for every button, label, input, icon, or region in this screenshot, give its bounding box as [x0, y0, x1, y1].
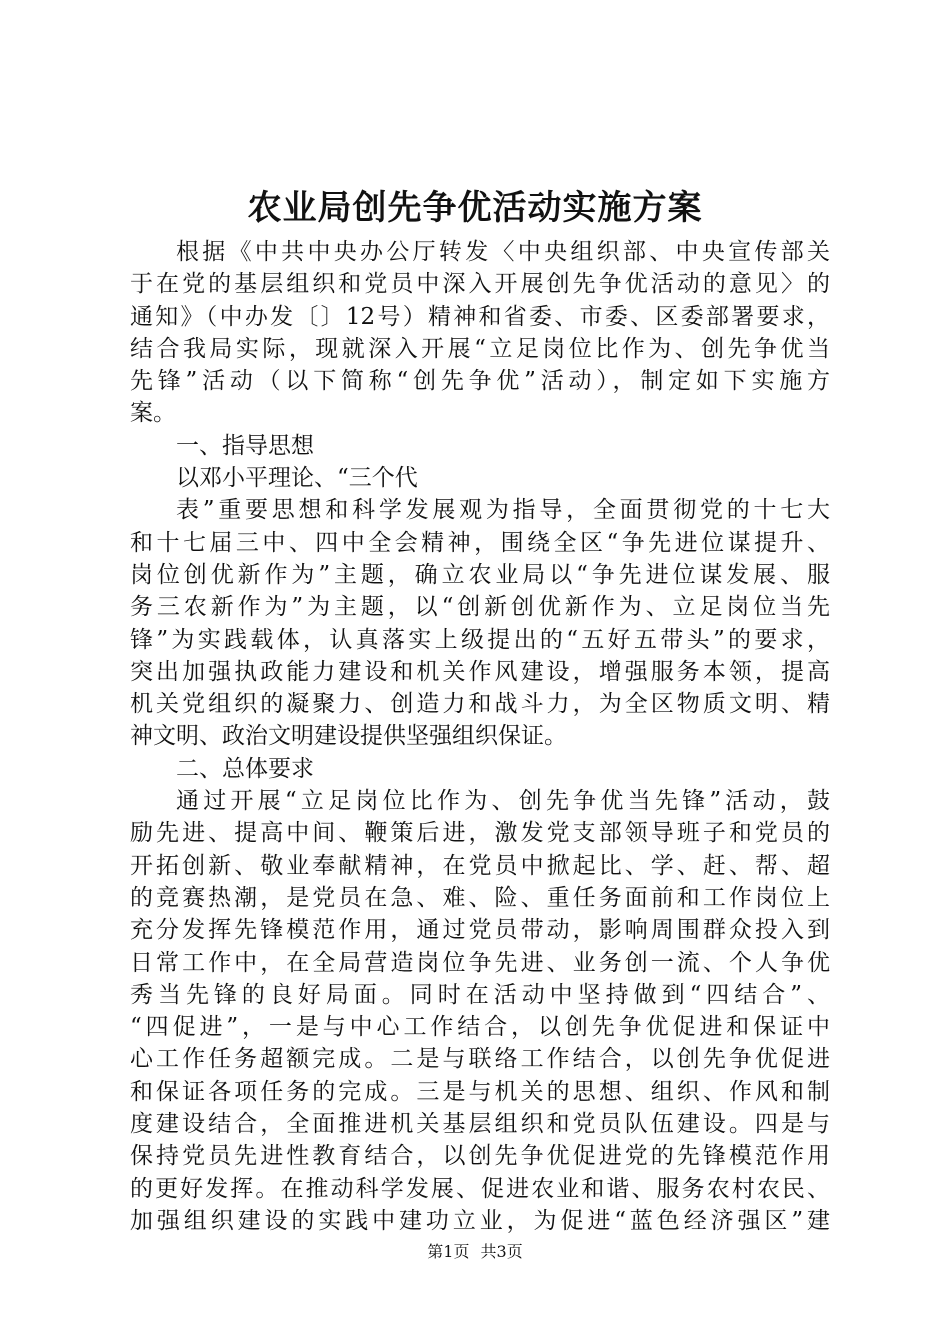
- section-heading: 二、总体要求: [176, 755, 314, 782]
- paragraph-line: 加强组织建设的实践中建功立业，为促进“蓝色经济强区”建: [130, 1207, 830, 1234]
- paragraph-line: 励先进、提高中间、鞭策后进，激发党支部领导班子和党员的: [130, 820, 830, 847]
- paragraph-line: 案。: [130, 400, 176, 427]
- paragraph-line: 通过开展“立足岗位比作为、创先争优当先锋”活动，鼓: [176, 788, 830, 815]
- paragraph-line: 根据《中共中央办公厅转发〈中央组织部、中央宣传部关: [176, 239, 830, 265]
- section-heading: 一、指导思想: [176, 432, 314, 459]
- page-number: 第1页: [427, 1242, 470, 1261]
- paragraph-line: 的竞赛热潮，是党员在急、难、险、重任务面前和工作岗位上: [130, 884, 830, 911]
- document-body: [130, 236, 830, 1237]
- paragraph-line: 开拓创新、敬业奉献精神，在党员中掀起比、学、赶、帮、超: [130, 852, 830, 879]
- paragraph-line: 务三农新作为”为主题，以“创新创优新作为、立足岗位当先: [130, 594, 830, 621]
- page-footer: [0, 1240, 950, 1264]
- paragraph-line: 表”重要思想和科学发展观为指导，全面贯彻党的十七大: [176, 497, 830, 524]
- paragraph-line: 以邓小平理论、“三个代: [176, 465, 418, 492]
- paragraph-line: 的更好发挥。在推动科学发展、促进农业和谐、服务农村农民、: [130, 1175, 830, 1202]
- paragraph-line: 岗位创优新作为”主题，确立农业局以“争先进位谋发展、服: [130, 561, 830, 588]
- paragraph-line: 通知》（中办发〔〕12号）精神和省委、市委、区委部署要求，: [130, 303, 830, 330]
- paragraph-line: 结合我局实际，现就深入开展“立足岗位比作为、创先争优当: [130, 335, 830, 362]
- paragraph-line: 秀当先锋的良好局面。同时在活动中坚持做到“四结合”、: [130, 981, 830, 1008]
- paragraph-line: 心工作任务超额完成。二是与联络工作结合，以创先争优促进: [130, 1046, 830, 1073]
- paragraph-line: 和十七届三中、四中全会精神，围绕全区“争先进位谋提升、: [130, 529, 830, 556]
- paragraph-line: 先锋”活动（以下简称“创先争优”活动），制定如下实施方: [130, 368, 830, 395]
- paragraph-line: 充分发挥先锋模范作用，通过党员带动，影响周围群众投入到: [130, 917, 830, 944]
- paragraph-line: 锋”为实践载体，认真落实上级提出的“五好五带头”的要求，: [130, 626, 830, 653]
- paragraph-line: 保持党员先进性教育结合，以创先争优促进党的先锋模范作用: [130, 1143, 830, 1170]
- paragraph-line: 机关党组织的凝聚力、创造力和战斗力，为全区物质文明、精: [130, 691, 830, 718]
- paragraph-line: 突出加强执政能力建设和机关作风建设，增强服务本领，提高: [130, 658, 830, 685]
- document-title: 农业局创先争优活动实施方案: [247, 188, 703, 228]
- paragraph-line: 日常工作中，在全局营造岗位争先进、业务创一流、个人争优: [130, 949, 830, 976]
- paragraph-line: 和保证各项任务的完成。三是与机关的思想、组织、作风和制: [130, 1078, 830, 1105]
- paragraph-line: 度建设结合，全面推进机关基层组织和党员队伍建设。四是与: [130, 1111, 830, 1138]
- paragraph-line: 于在党的基层组织和党员中深入开展创先争优活动的意见〉的: [130, 271, 830, 298]
- page-total: 共3页: [480, 1242, 523, 1261]
- paragraph-line: “四促进”，一是与中心工作结合，以创先争优促进和保证中: [130, 1014, 830, 1041]
- paragraph-line: 神文明、政治文明建设提供坚强组织保证。: [130, 723, 567, 750]
